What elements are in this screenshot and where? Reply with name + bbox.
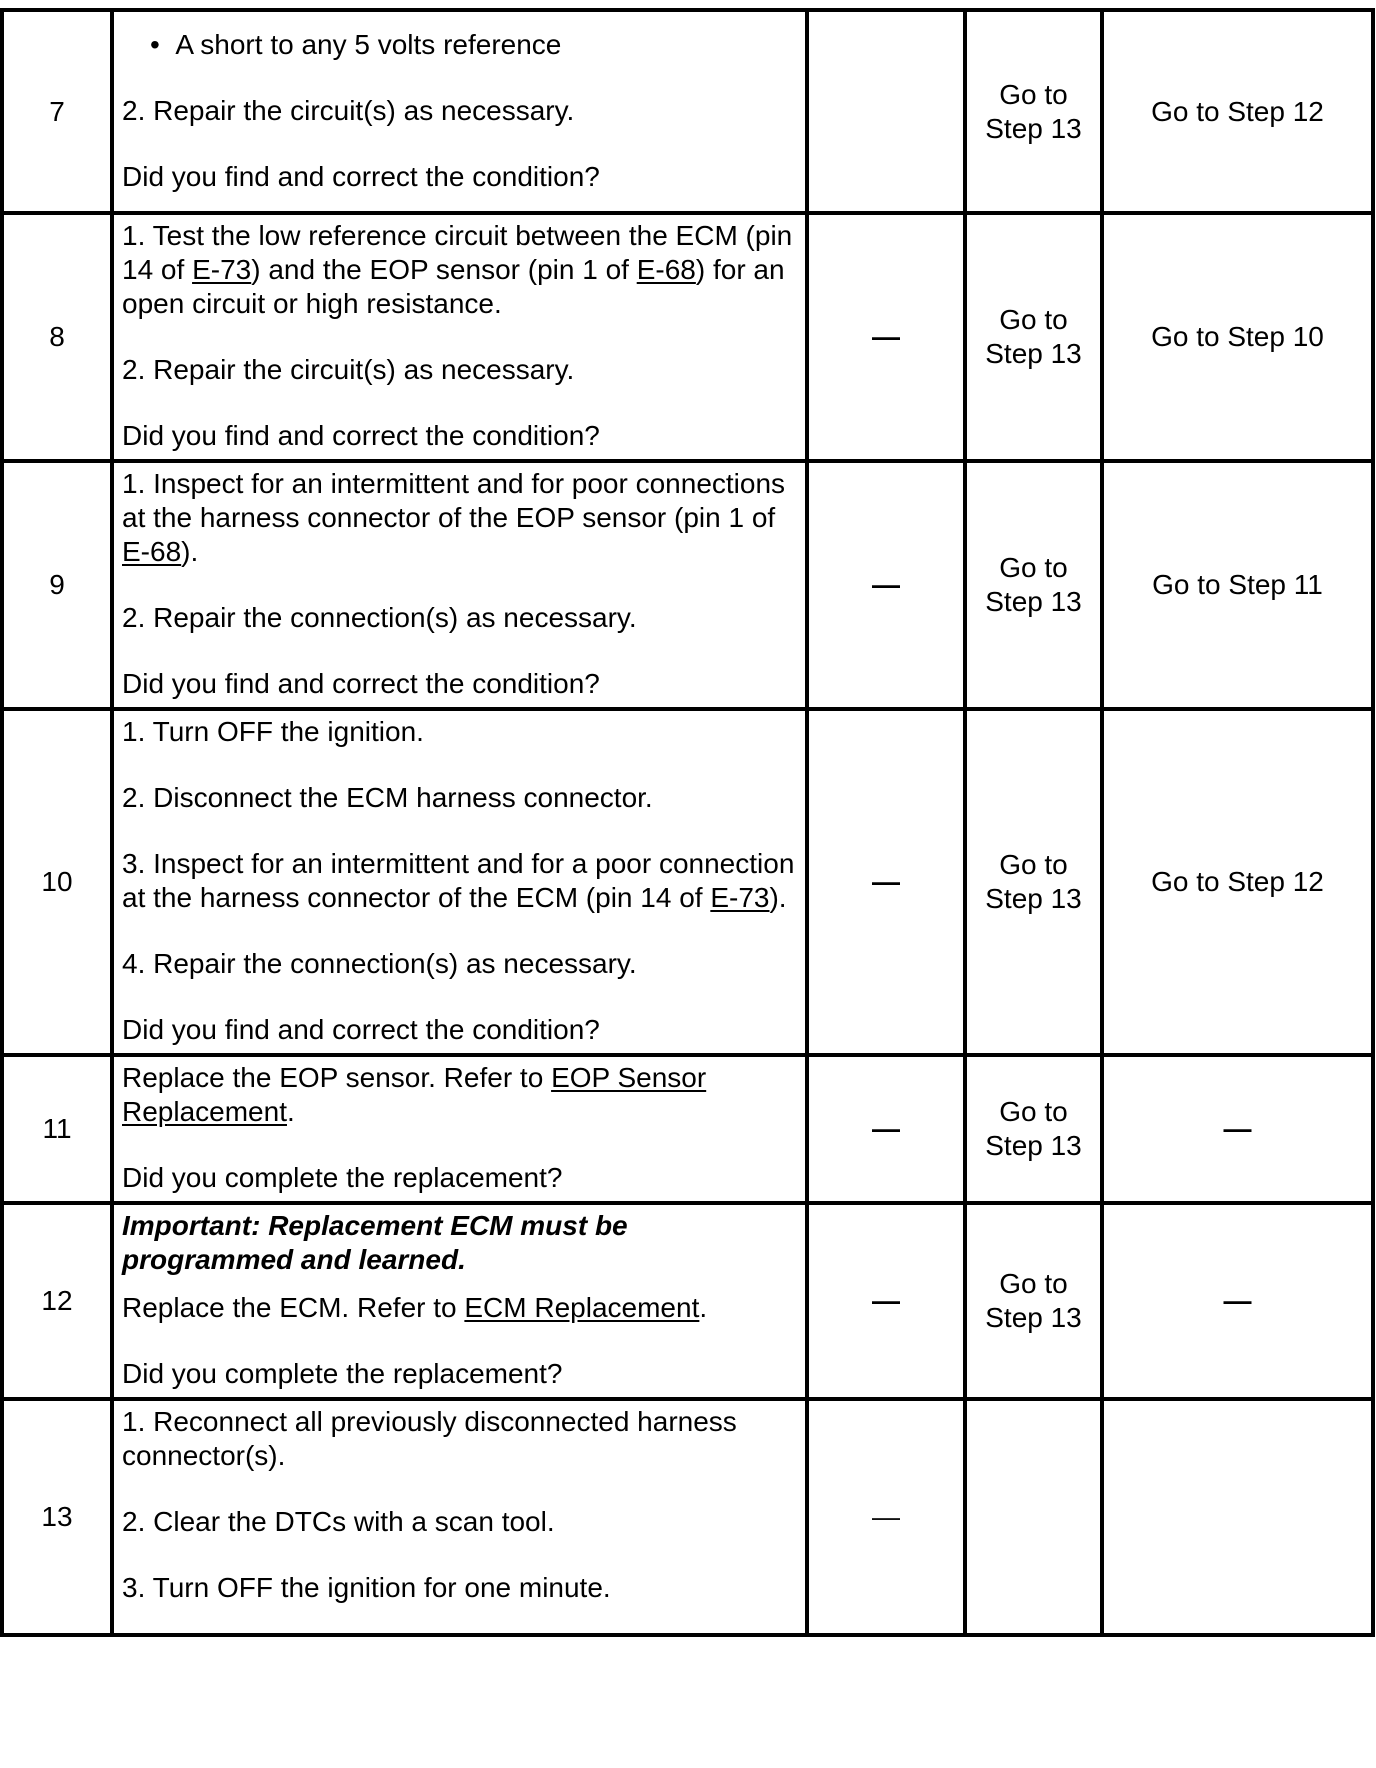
step-number: 8 [2,213,112,461]
instruction: 2. Repair the circuit(s) as necessary. [122,354,575,385]
no-action: Go to Step 11 [1102,461,1373,709]
instruction: 2. Disconnect the ECM harness connector. [122,782,653,813]
question: Did you complete the replacement? [122,1358,563,1389]
step-number: 12 [2,1203,112,1399]
step-number: 7 [2,10,112,213]
question: Did you find and correct the condition? [122,420,600,451]
question: Did you find and correct the condition? [122,668,600,699]
instruction-text: ) for an open circuit or high resistance. [122,254,785,319]
question: Did you find and correct the condition? [122,160,600,192]
table-row-step-11 [2,1055,1373,1203]
values-cell [807,10,965,213]
step-number: 13 [2,1399,112,1635]
yes-action: Go to Step 13 [965,1055,1102,1203]
no-action [1102,1399,1373,1635]
instruction-text: ). [181,536,199,567]
instruction-text: Replace the ECM. Refer to [122,1292,465,1323]
step-number: 11 [2,1055,112,1203]
table-row-step-9 [2,461,1373,709]
instruction-text: Replace the EOP sensor. Refer to [122,1062,552,1093]
connector-link-e68[interactable]: E-68 [122,536,182,567]
instruction-text: . [286,1096,295,1127]
instruction [122,219,795,321]
action-cell [112,213,807,461]
no-action: — [1102,1203,1373,1399]
bullet-item: • A short to any 5 volts reference [150,28,562,60]
values-cell: — [807,1055,965,1203]
values-cell: — [807,213,965,461]
connector-link-e68[interactable]: E-68 [636,254,696,285]
instruction-text: 1. Test the low reference circuit between the ECM (pin 14 of [122,220,793,285]
no-action: Go to Step 12 [1102,709,1373,1055]
connector-link-e73[interactable]: E-73 [192,254,252,285]
question: Did you complete the replacement? [122,1162,563,1193]
yes-action: Go to Step 13 [965,1203,1102,1399]
yes-action: Go to Step 13 [965,709,1102,1055]
step-number: 9 [2,461,112,709]
instruction: 2. Repair the connection(s) as necessary. [122,602,637,633]
action-cell [112,1055,807,1203]
table-row-step-7 [2,10,1373,213]
yes-action: Go to Step 13 [965,213,1102,461]
instruction [122,847,795,915]
no-action: Go to Step 12 [1102,10,1373,213]
no-action: Go to Step 10 [1102,213,1373,461]
instruction-text: ) and the EOP sensor (pin 1 of [251,254,637,285]
action-cell [112,1203,807,1399]
question: Did you find and correct the condition? [122,1014,600,1045]
instruction-text: 1. Inspect for an intermittent and for poor connections at the harness connector of the EOP sensor (pin 1 of [122,468,786,533]
values-cell: — [807,1203,965,1399]
connector-link-e73[interactable]: E-73 [710,882,770,913]
instruction: 2. Clear the DTCs with a scan tool. [122,1506,555,1537]
diagnostic-table [0,8,1375,1637]
values-cell: — [807,461,965,709]
instruction [122,467,795,569]
yes-action: Go to Step 13 [965,10,1102,213]
instruction-text: ). [769,882,787,913]
instruction-text: . [699,1292,708,1323]
instruction: 4. Repair the connection(s) as necessary. [122,948,637,979]
table-row-step-12 [2,1203,1373,1399]
action-cell [112,461,807,709]
table-row-step-10 [2,709,1373,1055]
spacer [122,1605,795,1627]
important-note: Important: Replacement ECM must be programmed and learned. [122,1210,628,1275]
ecm-replacement-link[interactable]: ECM Replacement [464,1292,700,1323]
instruction [122,1291,795,1325]
values-cell: — [807,1399,965,1635]
action-cell [112,1399,807,1635]
instruction: 1. Turn OFF the ignition. [122,716,424,747]
instruction: 1. Reconnect all previously disconnected harness connector(s). [122,1406,737,1471]
bullet-text: A short to any 5 volts reference [175,28,562,60]
table-row-step-8 [2,213,1373,461]
yes-action: Go to Step 13 [965,461,1102,709]
instruction: 2. Repair the circuit(s) as necessary. [122,94,575,126]
instruction-text: 3. Inspect for an intermittent and for a poor connection at the harness connector of the ECM (pin 14 of [122,848,795,913]
action-cell [112,709,807,1055]
no-action: — [1102,1055,1373,1203]
instruction: 3. Turn OFF the ignition for one minute. [122,1572,611,1603]
table-row-step-13 [2,1399,1373,1635]
instruction [122,1061,795,1129]
yes-action [965,1399,1102,1635]
eop-sensor-replacement-link[interactable]: EOP Sensor Replacement [122,1062,707,1127]
values-cell: — [807,709,965,1055]
step-number: 10 [2,709,112,1055]
action-cell [112,10,807,213]
